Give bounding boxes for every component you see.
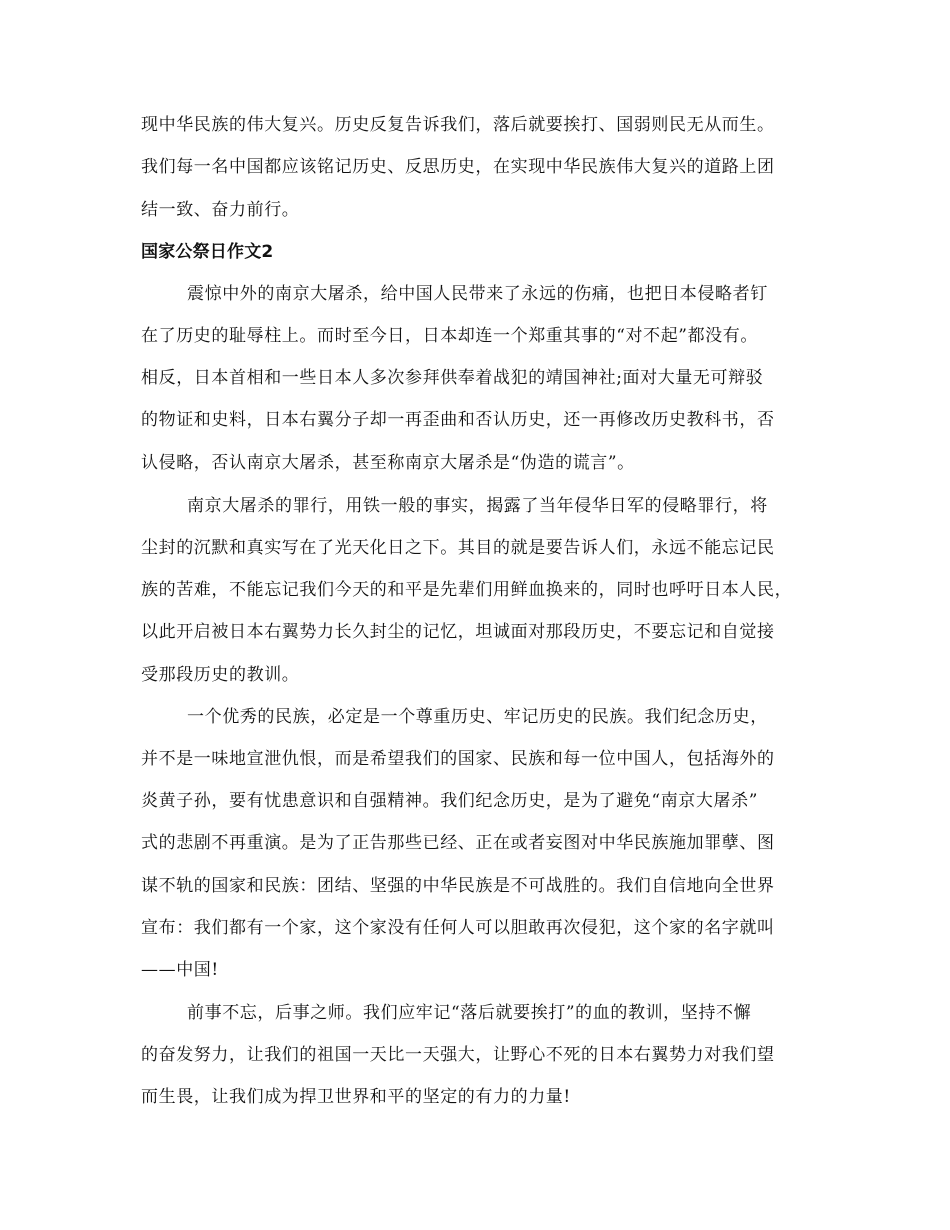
paragraph-line: 南京大屠杀的罪行，用铁一般的事实，揭露了当年侵华日军的侵略罪行，将 [187, 496, 768, 516]
paragraph-line: 相反，日本首相和一些日本人多次参拜供奉着战犯的靖国神社;面对大量无可辩驳 [141, 368, 764, 388]
paragraph-line: 现中华民族的伟大复兴。历史反复告诉我们，落后就要挨打、国弱则民无从而生。 [141, 115, 775, 135]
paragraph-line: 在了历史的耻辱柱上。而时至今日，日本却连一个郑重其事的“对不起”都没有。 [141, 326, 758, 346]
paragraph-line: 宣布：我们都有一个家，这个家没有任何人可以胆敢再次侵犯，这个家的名字就叫 [141, 918, 775, 938]
paragraph-line: 炎黄子孙，要有忧患意识和自强精神。我们纪念历史，是为了避免“南京大屠杀” [141, 791, 758, 811]
paragraph-line: 认侵略，否认南京大屠杀，甚至称南京大屠杀是“伪造的谎言”。 [141, 453, 635, 473]
paragraph-line: 一个优秀的民族，必定是一个尊重历史、牢记历史的民族。我们纪念历史， [187, 707, 768, 727]
paragraph-line: 的奋发努力，让我们的祖国一天比一天强大，让野心不死的日本右翼势力对我们望 [141, 1045, 775, 1065]
paragraph-line: 而生畏，让我们成为捍卫世界和平的坚定的有力的力量! [141, 1087, 571, 1107]
paragraph-line: 谋不轨的国家和民族：团结、坚强的中华民族是不可战胜的。我们自信地向全世界 [141, 876, 775, 896]
paragraph-line: 族的苦难，不能忘记我们今天的和平是先辈们用鲜血换来的，同时也呼吁日本人民， [141, 580, 793, 600]
paragraph-line: 并不是一味地宣泄仇恨，而是希望我们的国家、民族和每一位中国人，包括海外的 [141, 749, 775, 769]
paragraph-line: 结一致、奋力前行。 [141, 200, 300, 220]
paragraph-line: 以此开启被日本右翼势力长久封尘的记忆，坦诚面对那段历史，不要忘记和自觉接 [141, 622, 775, 642]
paragraph-line: 尘封的沉默和真实写在了光天化日之下。其目的就是要告诉人们，永远不能忘记民 [141, 538, 775, 558]
paragraph-line: 式的悲剧不再重演。是为了正告那些已经、正在或者妄图对中华民族施加罪孽、图 [141, 833, 775, 853]
paragraph-line: 受那段历史的教训。 [141, 665, 300, 685]
paragraph-line: ——中国! [141, 960, 219, 980]
paragraph-line: 我们每一名中国都应该铭记历史、反思历史，在实现中华民族伟大复兴的道路上团 [141, 157, 775, 177]
paragraph-line: 前事不忘，后事之师。我们应牢记“落后就要挨打”的血的教训，坚持不懈 [187, 1003, 752, 1023]
section-heading: 国家公祭日作文2 [141, 242, 274, 262]
paragraph-line: 震惊中外的南京大屠杀，给中国人民带来了永远的伤痛，也把日本侵略者钉 [187, 284, 768, 304]
paragraph-line: 的物证和史料，日本右翼分子却一再歪曲和否认历史，还一再修改历史教科书，否 [141, 410, 775, 430]
